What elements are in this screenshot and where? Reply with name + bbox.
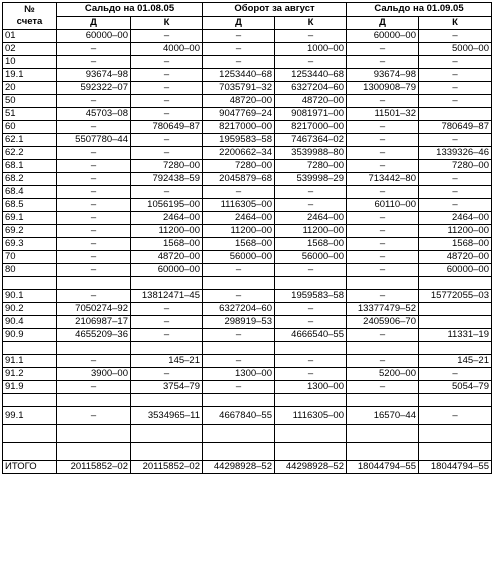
turnover-credit-cell: – <box>275 199 347 212</box>
opening-debit-cell: – <box>57 186 131 199</box>
account-cell: 80 <box>3 264 57 277</box>
opening-credit-cell: – <box>131 329 203 342</box>
opening-debit-cell: – <box>57 212 131 225</box>
table-body <box>3 30 492 474</box>
empty-cell <box>3 342 57 355</box>
table-row <box>3 212 492 225</box>
empty-cell <box>419 277 492 290</box>
account-cell: 02 <box>3 43 57 56</box>
empty-cell <box>57 277 131 290</box>
closing-credit-cell: 2464–00 <box>419 212 492 225</box>
closing-credit-cell <box>419 316 492 329</box>
turnover-debit-cell: 48720–00 <box>203 95 275 108</box>
opening-credit-cell: 1568–00 <box>131 238 203 251</box>
closing-credit-cell: 780649–87 <box>419 121 492 134</box>
empty-cell <box>131 443 203 461</box>
closing-debit-cell: – <box>347 43 419 56</box>
table-row <box>3 56 492 69</box>
empty-cell <box>347 394 419 407</box>
turnover-debit-cell: – <box>203 264 275 277</box>
closing-debit-cell: – <box>347 160 419 173</box>
header-row-groups <box>3 3 492 17</box>
turnover-credit-cell: – <box>275 316 347 329</box>
table-row <box>3 147 492 160</box>
table-row <box>3 108 492 121</box>
opening-debit-cell: – <box>57 238 131 251</box>
opening-credit-cell: – <box>131 316 203 329</box>
turnover-debit-cell: 298919–53 <box>203 316 275 329</box>
turnover-credit-cell: – <box>275 368 347 381</box>
closing-credit-cell: – <box>419 134 492 147</box>
closing-credit-cell <box>419 108 492 121</box>
closing-debit-cell: 60110–00 <box>347 199 419 212</box>
closing-balance-header: Сальдо на 01.09.05 <box>347 3 492 17</box>
closing-debit-header: Д <box>347 16 419 30</box>
account-cell: 69.1 <box>3 212 57 225</box>
closing-credit-cell: – <box>419 199 492 212</box>
table-row <box>3 173 492 186</box>
closing-debit-cell: – <box>347 264 419 277</box>
closing-debit-cell: – <box>347 238 419 251</box>
account-cell: 91.2 <box>3 368 57 381</box>
table-row <box>3 134 492 147</box>
closing-credit-cell: 11331–19 <box>419 329 492 342</box>
account-cell: 91.1 <box>3 355 57 368</box>
table-row <box>3 95 492 108</box>
table-row <box>3 303 492 316</box>
opening-debit-cell: – <box>57 121 131 134</box>
turnover-credit-cell: 539998–29 <box>275 173 347 186</box>
closing-debit-cell: 93674–98 <box>347 69 419 82</box>
account-number-header-line1: № <box>24 4 35 15</box>
opening-credit-cell: – <box>131 368 203 381</box>
account-cell: 19.1 <box>3 69 57 82</box>
closing-debit-cell: – <box>347 147 419 160</box>
closing-debit-cell: 60000–00 <box>347 30 419 43</box>
table-row <box>3 381 492 394</box>
opening-credit-cell: – <box>131 82 203 95</box>
table-row <box>3 355 492 368</box>
empty-cell <box>419 425 492 443</box>
opening-debit-cell: – <box>57 43 131 56</box>
opening-debit-cell: 20115852–02 <box>57 461 131 474</box>
closing-credit-cell: – <box>419 56 492 69</box>
closing-debit-cell: 1300908–79 <box>347 82 419 95</box>
turnover-debit-cell: – <box>203 381 275 394</box>
turnover-debit-cell: 56000–00 <box>203 251 275 264</box>
closing-debit-cell: – <box>347 290 419 303</box>
table-row <box>3 69 492 82</box>
empty-cell <box>3 394 57 407</box>
turnover-debit-cell: 11200–00 <box>203 225 275 238</box>
turnover-debit-cell: – <box>203 355 275 368</box>
turnover-credit-cell: – <box>275 186 347 199</box>
turnover-debit-cell: 1300–00 <box>203 368 275 381</box>
turnover-debit-cell: 1253440–68 <box>203 69 275 82</box>
opening-credit-cell: 3534965–11 <box>131 407 203 425</box>
empty-cell <box>347 443 419 461</box>
turnover-debit-cell: 6327204–60 <box>203 303 275 316</box>
account-cell: 69.2 <box>3 225 57 238</box>
closing-credit-header: К <box>419 16 492 30</box>
closing-credit-cell: – <box>419 30 492 43</box>
turnover-credit-cell: – <box>275 264 347 277</box>
turnover-credit-cell: 1568–00 <box>275 238 347 251</box>
closing-debit-cell: – <box>347 186 419 199</box>
table-row <box>3 30 492 43</box>
account-cell: 68.5 <box>3 199 57 212</box>
opening-credit-cell: 145–21 <box>131 355 203 368</box>
account-cell: 62.1 <box>3 134 57 147</box>
opening-credit-cell: 60000–00 <box>131 264 203 277</box>
closing-debit-cell: – <box>347 134 419 147</box>
turnover-debit-cell: – <box>203 43 275 56</box>
closing-debit-cell: – <box>347 381 419 394</box>
opening-credit-cell: 20115852–02 <box>131 461 203 474</box>
turnover-debit-header: Д <box>203 16 275 30</box>
empty-cell <box>203 277 275 290</box>
opening-debit-header: Д <box>57 16 131 30</box>
turnover-credit-cell: 48720–00 <box>275 95 347 108</box>
opening-credit-cell: – <box>131 303 203 316</box>
turnover-debit-cell: 2200662–34 <box>203 147 275 160</box>
turnover-debit-cell: – <box>203 290 275 303</box>
table-row <box>3 121 492 134</box>
header-row-dk <box>3 16 492 30</box>
turnover-credit-cell: – <box>275 355 347 368</box>
empty-cell <box>57 342 131 355</box>
empty-cell <box>347 342 419 355</box>
turnover-credit-cell: – <box>275 56 347 69</box>
opening-credit-cell: 4000–00 <box>131 43 203 56</box>
account-cell: 90.4 <box>3 316 57 329</box>
turnover-debit-cell: 44298928–52 <box>203 461 275 474</box>
opening-credit-cell: 792438–59 <box>131 173 203 186</box>
turnover-credit-cell: 1959583–58 <box>275 290 347 303</box>
empty-cell <box>275 425 347 443</box>
opening-debit-cell: – <box>57 381 131 394</box>
closing-credit-cell: – <box>419 69 492 82</box>
opening-debit-cell: – <box>57 173 131 186</box>
empty-cell <box>131 342 203 355</box>
closing-debit-cell: 713442–80 <box>347 173 419 186</box>
opening-credit-cell: 7280–00 <box>131 160 203 173</box>
empty-cell <box>3 425 57 443</box>
closing-credit-cell: 145–21 <box>419 355 492 368</box>
table-row <box>3 225 492 238</box>
closing-credit-cell: – <box>419 173 492 186</box>
closing-credit-cell: – <box>419 95 492 108</box>
table-row <box>3 186 492 199</box>
turnover-credit-cell: 9081971–00 <box>275 108 347 121</box>
table-row <box>3 199 492 212</box>
turnover-credit-cell: 11200–00 <box>275 225 347 238</box>
account-cell: 51 <box>3 108 57 121</box>
turnover-debit-cell: 1959583–58 <box>203 134 275 147</box>
table-row <box>3 251 492 264</box>
trial-balance-table <box>2 2 492 474</box>
empty-cell <box>419 342 492 355</box>
empty-cell <box>203 394 275 407</box>
opening-credit-cell: 3754–79 <box>131 381 203 394</box>
opening-credit-cell: – <box>131 69 203 82</box>
closing-debit-cell: – <box>347 329 419 342</box>
table-row <box>3 329 492 342</box>
turnover-credit-cell: 44298928–52 <box>275 461 347 474</box>
closing-credit-cell: 5054–79 <box>419 381 492 394</box>
account-cell: 10 <box>3 56 57 69</box>
closing-credit-cell: 15772055–03 <box>419 290 492 303</box>
closing-debit-cell: 2405906–70 <box>347 316 419 329</box>
turnover-debit-cell: 4667840–55 <box>203 407 275 425</box>
opening-credit-cell: – <box>131 186 203 199</box>
blank-row <box>3 277 492 290</box>
account-cell: ИТОГО <box>3 461 57 474</box>
account-cell: 20 <box>3 82 57 95</box>
turnover-debit-cell: 8217000–00 <box>203 121 275 134</box>
turnover-debit-cell: 1116305–00 <box>203 199 275 212</box>
closing-debit-cell: – <box>347 225 419 238</box>
account-cell: 69.3 <box>3 238 57 251</box>
closing-credit-cell: – <box>419 368 492 381</box>
opening-credit-header: К <box>131 16 203 30</box>
account-cell: 90.9 <box>3 329 57 342</box>
opening-debit-cell: 2106987–17 <box>57 316 131 329</box>
account-cell: 68.1 <box>3 160 57 173</box>
turnover-credit-cell: 6327204–60 <box>275 82 347 95</box>
account-cell: 60 <box>3 121 57 134</box>
closing-debit-cell: – <box>347 251 419 264</box>
account-cell: 68.4 <box>3 186 57 199</box>
empty-cell <box>419 443 492 461</box>
opening-debit-cell: 7050274–92 <box>57 303 131 316</box>
empty-cell <box>419 394 492 407</box>
opening-debit-cell: 93674–98 <box>57 69 131 82</box>
closing-credit-cell: 1568–00 <box>419 238 492 251</box>
turnover-credit-cell: 1253440–68 <box>275 69 347 82</box>
empty-cell <box>3 443 57 461</box>
opening-debit-cell: – <box>57 147 131 160</box>
opening-debit-cell: – <box>57 355 131 368</box>
closing-credit-cell: 11200–00 <box>419 225 492 238</box>
blank-row <box>3 394 492 407</box>
turnover-debit-cell: 7280–00 <box>203 160 275 173</box>
closing-credit-cell: 18044794–55 <box>419 461 492 474</box>
opening-credit-cell: – <box>131 134 203 147</box>
table-row <box>3 368 492 381</box>
turnover-credit-cell: 8217000–00 <box>275 121 347 134</box>
account-cell: 91.9 <box>3 381 57 394</box>
empty-cell <box>275 443 347 461</box>
turnover-debit-cell: 7035791–32 <box>203 82 275 95</box>
empty-cell <box>57 394 131 407</box>
opening-credit-cell: 48720–00 <box>131 251 203 264</box>
opening-debit-cell: 592322–07 <box>57 82 131 95</box>
opening-debit-cell: – <box>57 160 131 173</box>
account-number-header <box>3 3 57 30</box>
opening-debit-cell: – <box>57 56 131 69</box>
opening-debit-cell: – <box>57 251 131 264</box>
empty-cell <box>275 342 347 355</box>
turnover-credit-cell: – <box>275 303 347 316</box>
opening-debit-cell: – <box>57 95 131 108</box>
opening-credit-cell: 11200–00 <box>131 225 203 238</box>
closing-credit-cell: 5000–00 <box>419 43 492 56</box>
turnover-debit-cell: 2464–00 <box>203 212 275 225</box>
turnover-debit-cell: 2045879–68 <box>203 173 275 186</box>
turnover-credit-cell: 3539988–80 <box>275 147 347 160</box>
opening-credit-cell: 13812471–45 <box>131 290 203 303</box>
opening-debit-cell: 60000–00 <box>57 30 131 43</box>
closing-credit-cell: 48720–00 <box>419 251 492 264</box>
opening-credit-cell: 1056195–00 <box>131 199 203 212</box>
closing-debit-cell: – <box>347 212 419 225</box>
opening-debit-cell: 3900–00 <box>57 368 131 381</box>
opening-credit-cell: – <box>131 30 203 43</box>
turnover-credit-cell: – <box>275 30 347 43</box>
opening-debit-cell: – <box>57 225 131 238</box>
closing-debit-cell: 18044794–55 <box>347 461 419 474</box>
table-row <box>3 238 492 251</box>
empty-cell <box>131 394 203 407</box>
closing-credit-cell: – <box>419 82 492 95</box>
empty-cell <box>131 425 203 443</box>
empty-cell <box>57 425 131 443</box>
closing-credit-cell <box>419 303 492 316</box>
table-row <box>3 407 492 425</box>
empty-cell <box>347 277 419 290</box>
empty-cell <box>3 277 57 290</box>
closing-debit-cell: – <box>347 56 419 69</box>
turnover-credit-cell: 1116305–00 <box>275 407 347 425</box>
turnover-debit-cell: – <box>203 56 275 69</box>
blank-row <box>3 425 492 443</box>
table-row <box>3 264 492 277</box>
empty-cell <box>203 342 275 355</box>
account-cell: 62.2 <box>3 147 57 160</box>
empty-cell <box>347 425 419 443</box>
total-row <box>3 461 492 474</box>
turnover-debit-cell: 1568–00 <box>203 238 275 251</box>
opening-debit-cell: – <box>57 407 131 425</box>
opening-debit-cell: – <box>57 290 131 303</box>
closing-debit-cell: 11501–32 <box>347 108 419 121</box>
table-row <box>3 82 492 95</box>
opening-balance-header: Сальдо на 01.08.05 <box>57 3 203 17</box>
turnover-header: Оборот за август <box>203 3 347 17</box>
closing-debit-cell: 5200–00 <box>347 368 419 381</box>
turnover-credit-cell: 4666540–55 <box>275 329 347 342</box>
empty-cell <box>131 277 203 290</box>
opening-credit-cell: 780649–87 <box>131 121 203 134</box>
turnover-credit-cell: 1300–00 <box>275 381 347 394</box>
account-cell: 01 <box>3 30 57 43</box>
turnover-credit-cell: 7280–00 <box>275 160 347 173</box>
opening-credit-cell: – <box>131 108 203 121</box>
account-number-header-line2: счета <box>16 16 43 27</box>
turnover-credit-cell: 2464–00 <box>275 212 347 225</box>
turnover-debit-cell: 9047769–24 <box>203 108 275 121</box>
closing-debit-cell: – <box>347 121 419 134</box>
account-cell: 68.2 <box>3 173 57 186</box>
opening-credit-cell: 2464–00 <box>131 212 203 225</box>
closing-debit-cell: – <box>347 355 419 368</box>
opening-debit-cell: 5507780–44 <box>57 134 131 147</box>
empty-cell <box>203 425 275 443</box>
turnover-debit-cell: – <box>203 30 275 43</box>
closing-debit-cell: 16570–44 <box>347 407 419 425</box>
closing-credit-cell: 7280–00 <box>419 160 492 173</box>
opening-credit-cell: – <box>131 56 203 69</box>
closing-credit-cell: – <box>419 186 492 199</box>
blank-row <box>3 342 492 355</box>
account-cell: 90.1 <box>3 290 57 303</box>
table-row <box>3 290 492 303</box>
closing-debit-cell: – <box>347 95 419 108</box>
table-row <box>3 316 492 329</box>
turnover-debit-cell: – <box>203 186 275 199</box>
opening-credit-cell: – <box>131 95 203 108</box>
closing-credit-cell: – <box>419 407 492 425</box>
empty-cell <box>275 394 347 407</box>
closing-credit-cell: 60000–00 <box>419 264 492 277</box>
opening-debit-cell: – <box>57 199 131 212</box>
turnover-credit-cell: 1000–00 <box>275 43 347 56</box>
account-cell: 99.1 <box>3 407 57 425</box>
opening-debit-cell: 4655209–36 <box>57 329 131 342</box>
table-row <box>3 160 492 173</box>
account-cell: 90.2 <box>3 303 57 316</box>
closing-credit-cell: 1339326–46 <box>419 147 492 160</box>
empty-cell <box>57 443 131 461</box>
turnover-credit-header: К <box>275 16 347 30</box>
turnover-credit-cell: 7467364–02 <box>275 134 347 147</box>
empty-cell <box>203 443 275 461</box>
turnover-credit-cell: 56000–00 <box>275 251 347 264</box>
opening-debit-cell: – <box>57 264 131 277</box>
account-cell: 70 <box>3 251 57 264</box>
opening-credit-cell: – <box>131 147 203 160</box>
turnover-debit-cell: – <box>203 329 275 342</box>
closing-debit-cell: 13377479–52 <box>347 303 419 316</box>
table-row <box>3 43 492 56</box>
opening-debit-cell: 45703–08 <box>57 108 131 121</box>
account-cell: 50 <box>3 95 57 108</box>
empty-cell <box>275 277 347 290</box>
blank-row <box>3 443 492 461</box>
